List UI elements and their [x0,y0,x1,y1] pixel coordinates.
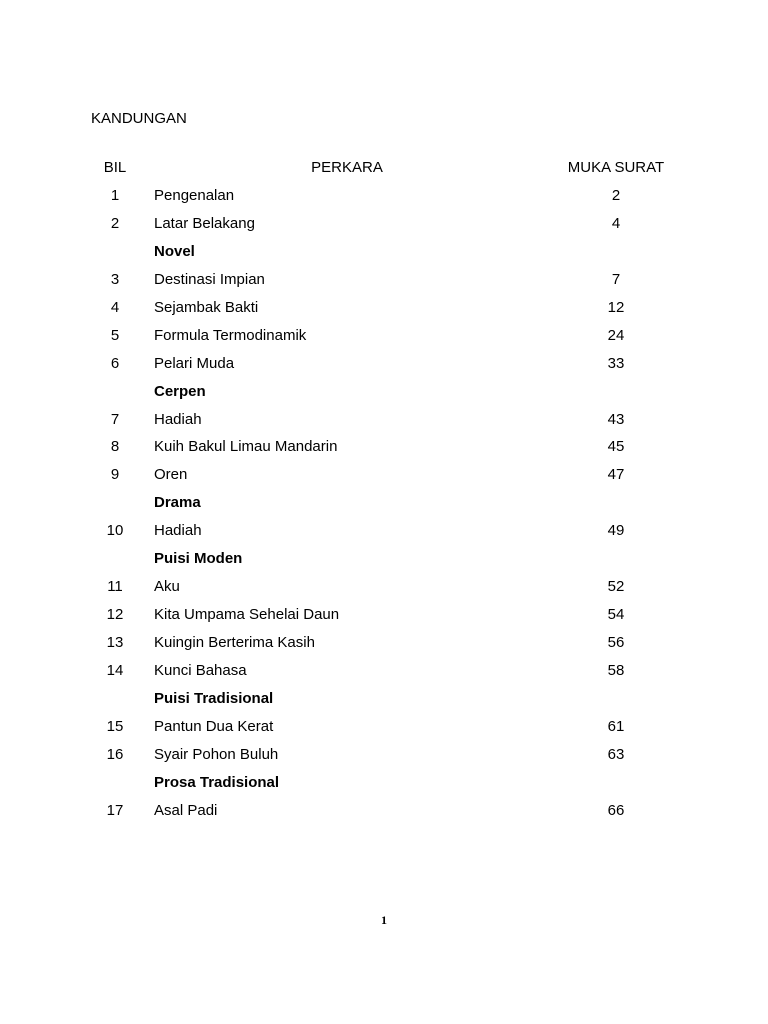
section-title: Novel [154,242,195,260]
section-heading-row [0,382,768,410]
page-reference: 58 [607,661,625,679]
table-row [0,521,768,549]
column-header-bil: BIL [103,159,127,176]
page-reference: 47 [607,466,625,484]
row-number: 13 [106,634,124,651]
table-row [0,661,768,689]
table-row [0,437,768,465]
page-reference: 63 [607,745,625,763]
row-number: 11 [107,578,123,596]
entry-title: Latar Belakang [154,214,255,232]
page-reference: 4 [611,214,621,232]
table-row [0,214,768,242]
row-number: 3 [110,270,120,288]
page-reference: 2 [611,187,621,204]
entry-title: Kuih Bakul Limau Mandarin [154,438,338,456]
row-number: 8 [110,438,120,456]
section-title: Prosa Tradisional [154,773,280,791]
row-number: 4 [110,298,120,316]
page-reference: 61 [607,717,625,735]
section-title: Puisi Tradisional [154,689,274,707]
entry-title: Hadiah [154,522,202,540]
entry-title: Oren [154,466,188,484]
entry-title: Aku [154,578,180,596]
entry-title: Pelari Muda [154,354,235,372]
section-title: Cerpen [154,382,206,400]
row-number: 12 [106,606,124,624]
table-row [0,298,768,326]
table-row [0,410,768,438]
table-row [0,354,768,382]
page-reference: 33 [607,354,625,372]
row-number: 15 [106,717,124,735]
page-reference: 52 [607,578,625,596]
table-row [0,186,768,214]
page-reference: 43 [607,410,625,428]
entry-title: Asal Padi [154,801,218,819]
table-row [0,605,768,633]
page-reference: 66 [607,801,625,819]
page-reference: 24 [607,326,625,344]
table-row [0,717,768,745]
section-heading-row [0,689,768,717]
table-of-contents [0,186,768,829]
section-title: Drama [154,494,201,512]
section-heading-row [0,242,768,270]
section-heading-row [0,493,768,521]
row-number: 9 [110,466,120,484]
row-number: 17 [106,801,124,819]
page-reference: 54 [607,606,625,624]
entry-title: Kuingin Berterima Kasih [154,634,315,651]
table-row [0,633,768,661]
page-reference: 12 [607,298,625,316]
row-number: 2 [110,214,120,232]
entry-title: Syair Pohon Buluh [154,745,279,763]
row-number: 5 [110,326,120,344]
entry-title: Sejambak Bakti [154,298,259,316]
table-row [0,270,768,298]
row-number: 6 [110,354,120,372]
row-number: 16 [106,745,124,763]
entry-title: Hadiah [154,410,202,428]
row-number: 1 [110,187,120,204]
entry-title: Destinasi Impian [154,270,265,288]
column-header-muka-surat: MUKA SURAT [567,159,665,176]
section-heading-row [0,773,768,801]
page-number: 1 [381,913,387,927]
entry-title: Kita Umpama Sehelai Daun [154,606,340,624]
page-reference: 45 [607,438,625,456]
table-row [0,326,768,354]
row-number: 10 [106,522,124,540]
entry-title: Pengenalan [154,187,235,204]
section-heading-row [0,549,768,577]
page-title: KANDUNGAN [91,110,187,127]
table-row [0,577,768,605]
entry-title: Formula Termodinamik [154,326,307,344]
entry-title: Kunci Bahasa [154,661,247,679]
page-reference: 56 [607,634,625,651]
page-reference: 7 [611,270,621,288]
row-number: 7 [110,410,120,428]
column-header-perkara: PERKARA [311,159,383,176]
section-title: Puisi Moden [154,550,243,568]
table-row [0,745,768,773]
entry-title: Pantun Dua Kerat [154,717,274,735]
page-reference: 49 [607,522,625,540]
row-number: 14 [106,661,124,679]
table-row [0,801,768,829]
table-row [0,465,768,493]
toc-header-row [0,158,768,178]
